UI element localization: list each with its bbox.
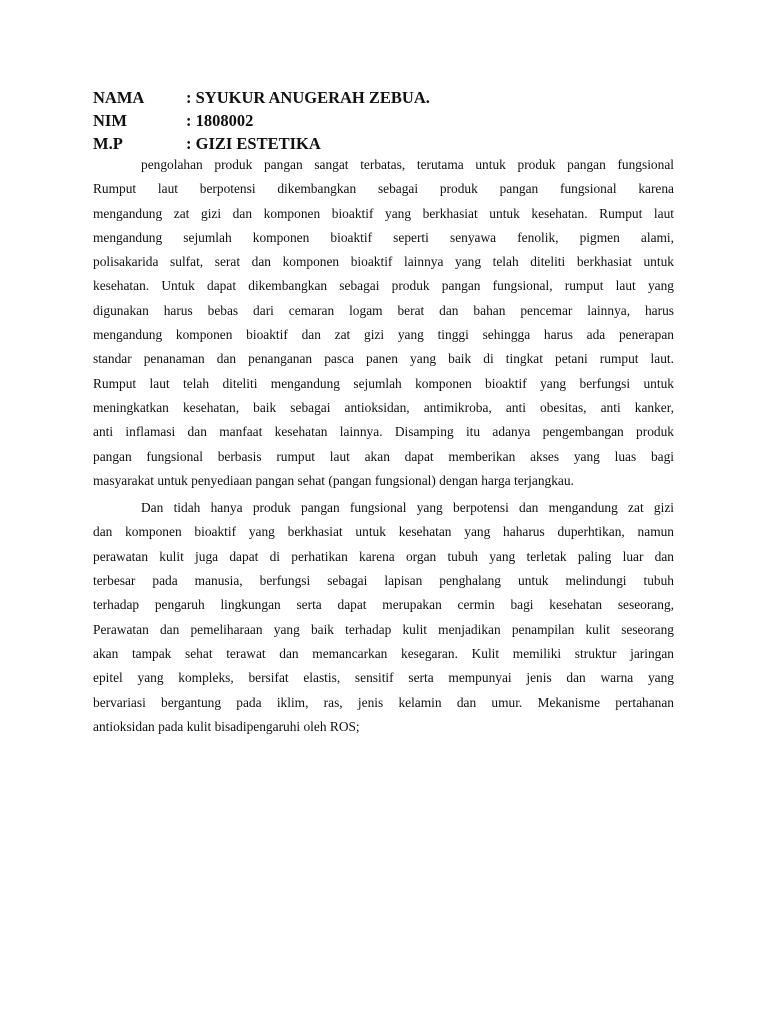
text-line: pengolahan produk pangan sangat terbatas, terutama untuk produk pangan fungsional [141, 157, 674, 172]
paragraph-seaweed [93, 153, 674, 493]
text-line: masyarakat untuk penyediaan pangan sehat (pangan fungsional) dengan harga terjangkau. [93, 472, 574, 488]
document-body [93, 153, 674, 739]
text-line: polisakarida sulfat, serat dan komponen bioaktif lainnya yang telah diteliti berkhasiat untuk [93, 254, 674, 270]
text-line: digunakan harus bebas dari cemaran logam berat dan bahan pencemar lainnya, harus [93, 302, 674, 318]
text-line: dan komponen bioaktif yang berkhasiat untuk kesehatan yang haharus duperhtikan, namun [93, 524, 674, 540]
text-line: epitel yang kompleks, bersifat elastis, sensitif serta mempunyai jenis dan warna yang [93, 670, 674, 686]
paragraph-skincare [93, 496, 674, 739]
nim-label: NIM [93, 111, 127, 130]
name-row [93, 86, 683, 109]
student-info-header [93, 86, 683, 155]
text-line: mengandung komponen bioaktif dan zat gizi yang tinggi sehingga harus ada penerapan [93, 327, 674, 343]
course-label: M.P [93, 134, 123, 153]
course-row [93, 132, 683, 155]
text-line: anti inflamasi dan manfaat kesehatan lainnya. Disamping itu adanya pengembangan produk [93, 424, 674, 440]
text-line: Rumput laut telah diteliti mengandung sejumlah komponen bioaktif yang berfungsi untuk [93, 375, 674, 391]
text-line: pangan fungsional berbasis rumput laut akan dapat memberikan akses yang luas bagi [93, 448, 674, 464]
text-line: Perawatan dan pemeliharaan yang baik terhadap kulit menjadikan penampilan kulit seseorang [93, 621, 674, 637]
text-line: perawatan kulit juga dapat di perhatikan karena organ tubuh yang terletak paling luar dan [93, 548, 674, 564]
text-line: meningkatkan kesehatan, baik sebagai antioksidan, antimikroba, anti obesitas, anti kanker, [93, 399, 674, 415]
text-line: standar penanaman dan penanganan pasca panen yang baik di tingkat petani rumput laut. [93, 351, 674, 367]
text-line: mengandung zat gizi dan komponen bioaktif yang berkhasiat untuk kesehatan. Rumput laut [93, 205, 674, 221]
name-value: : SYUKUR ANUGERAH ZEBUA. [186, 88, 430, 107]
text-line: Dan tidah hanya produk pangan fungsional yang berpotensi dan mengandung zat gizi [141, 500, 674, 516]
text-line: akan tampak sehat terawat dan memancarkan kesegaran. Kulit memiliki struktur jaringan [93, 645, 674, 661]
nim-value: : 1808002 [186, 111, 254, 130]
name-label: NAMA [93, 88, 145, 107]
text-line: terhadap pengaruh lingkungan serta dapat merupakan cermin bagi kesehatan seseorang, [93, 597, 674, 613]
text-line: antioksidan pada kulit bisadipengaruhi oleh ROS; [93, 718, 360, 734]
nim-row [93, 109, 683, 132]
text-line: terbesar pada manusia, berfungsi sebagai lapisan penghalang untuk melindungi tubuh [93, 573, 674, 589]
course-value: : GIZI ESTETIKA [186, 134, 321, 153]
text-line: mengandung sejumlah komponen bioaktif seperti senyawa fenolik, pigmen alami, [93, 229, 674, 245]
text-line: bervariasi bergantung pada iklim, ras, jenis kelamin dan umur. Mekanisme pertahanan [93, 694, 674, 710]
text-line: kesehatan. Untuk dapat dikembangkan sebagai produk pangan fungsional, rumput laut yang [93, 278, 674, 294]
text-line: Rumput laut berpotensi dikembangkan sebagai produk pangan fungsional karena [93, 181, 674, 197]
